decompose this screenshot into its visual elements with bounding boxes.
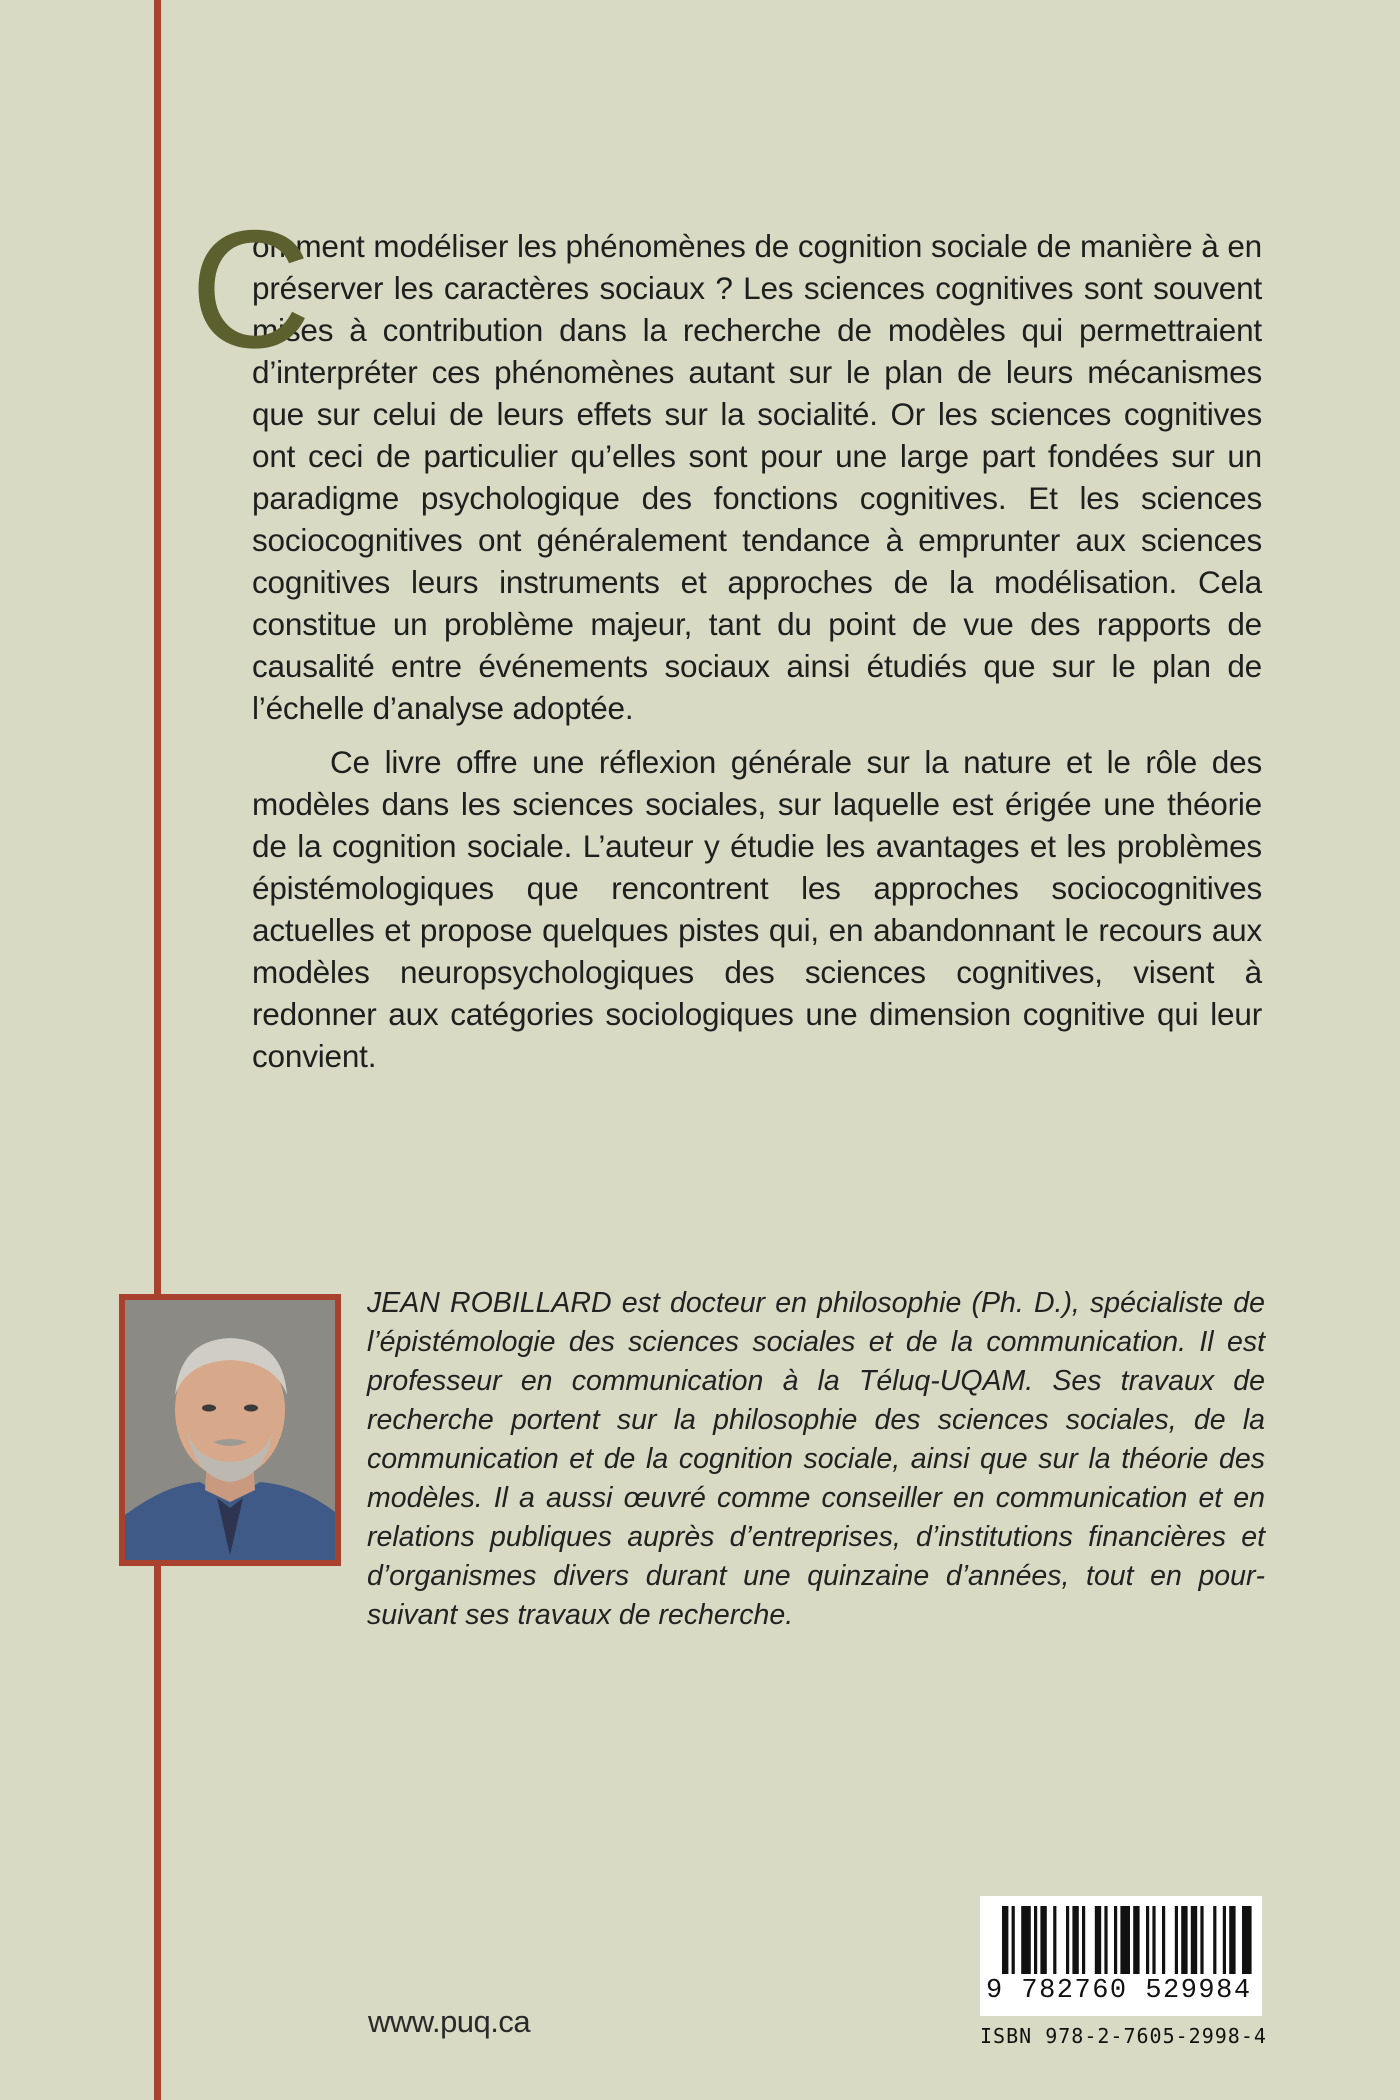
drop-cap-letter: C <box>190 195 312 383</box>
barcode-bar <box>1223 1906 1226 1974</box>
barcode-bar <box>1095 1906 1101 1974</box>
barcode-bar <box>1053 1906 1056 1974</box>
barcode-bar <box>1040 1906 1046 1974</box>
barcode-bar <box>1034 1906 1037 1974</box>
author-photo <box>119 1294 341 1566</box>
barcode-bar <box>1146 1906 1149 1974</box>
isbn-number: ISBN 978-2-7605-2998-4 <box>980 2024 1267 2048</box>
vertical-accent-rule <box>154 0 161 2100</box>
barcode-bar <box>1152 1906 1155 1974</box>
barcode-bar <box>1120 1906 1130 1974</box>
barcode-bar <box>1002 1906 1008 1974</box>
barcode-bar <box>1242 1906 1252 1974</box>
author-bio: JEAN ROBILLARD est docteur en philosophie (Ph. D.), spécialiste de l’épistémologie des sciences sociales et de la communication. Il est professeur en communication à la Téluq-UQAM. Ses travaux de recherche portent sur la philosophie des sciences sociales, de la communication et de la cognition sociale, ainsi que sur la théorie des modèles. Il a aussi œuvré comme conseiller en communication et en relations publiques auprès d’entreprises, d’institutions financières et d’organismes divers durant une quinzaine d’années, tout en poursuivant ses travaux de recherche. <box>367 1287 1265 1631</box>
author-portrait-illustration <box>125 1300 335 1560</box>
barcode-bar <box>1066 1906 1069 1974</box>
barcode-bar <box>1213 1906 1216 1974</box>
barcode-digits: 9 782760 529984 <box>986 1976 1252 2006</box>
barcode-bar <box>1133 1906 1139 1974</box>
barcode-bar <box>1191 1906 1197 1974</box>
barcode-bar <box>1082 1906 1085 1974</box>
barcode-bar <box>1072 1906 1078 1974</box>
description-paragraph-1 <box>190 195 1262 729</box>
barcode-bar <box>1114 1906 1117 1974</box>
description-paragraph-1-text: omment modéliser les phénomènes de cognition sociale de manière à en préserver les caractères sociaux ? Les sciences cognitives sont souvent mises à contribution dans la recherche de modèles qui permettraient d’interpréter ces phénomènes autant sur le plan de leurs mécanismes que sur celui de leurs effets sur la socialité. Or les sciences cognitives ont ceci de particulier qu’elles sont pour une large part fondées sur un paradigme psychologique des fonctions cognitives. Et les sciences sociocognitives ont généralement tendance à emprunter aux sciences cognitives leurs instruments et approches de la modélisation. Cela constitue un problème majeur, tant du point de vue des rapports de causalité entre événements sociaux ainsi étudiés que sur le plan de l’échelle d’analyse adoptée. <box>252 228 1262 726</box>
barcode-bar <box>1021 1906 1031 1974</box>
barcode-bar <box>1175 1906 1178 1974</box>
barcode-bar <box>1181 1906 1187 1974</box>
barcode-bar <box>1012 1906 1015 1974</box>
barcode-bar <box>1104 1906 1107 1974</box>
publisher-website: www.puq.ca <box>368 2004 531 2039</box>
barcode-bar <box>1229 1906 1235 1974</box>
barcode-bar <box>1200 1906 1203 1974</box>
barcode <box>980 1896 1262 2016</box>
description-paragraph-2: Ce livre offre une réflexion générale sur la nature et le rôle des modèles dans les sciences sociales, sur laquelle est érigée une théorie de la cognition sociale. L’auteur y étudie les avantages et les problèmes épistémologiques que rencontrent les approches sociocognitives actuelles et propose quelques pistes qui, en abandonnant le recours aux modèles neuropsychologiques des sciences cognitives, visent à redonner aux catégories sociologiques une dimension cognitive qui leur convient. <box>252 744 1262 1074</box>
back-cover-description <box>190 195 1262 1077</box>
barcode-bar <box>1162 1906 1165 1974</box>
